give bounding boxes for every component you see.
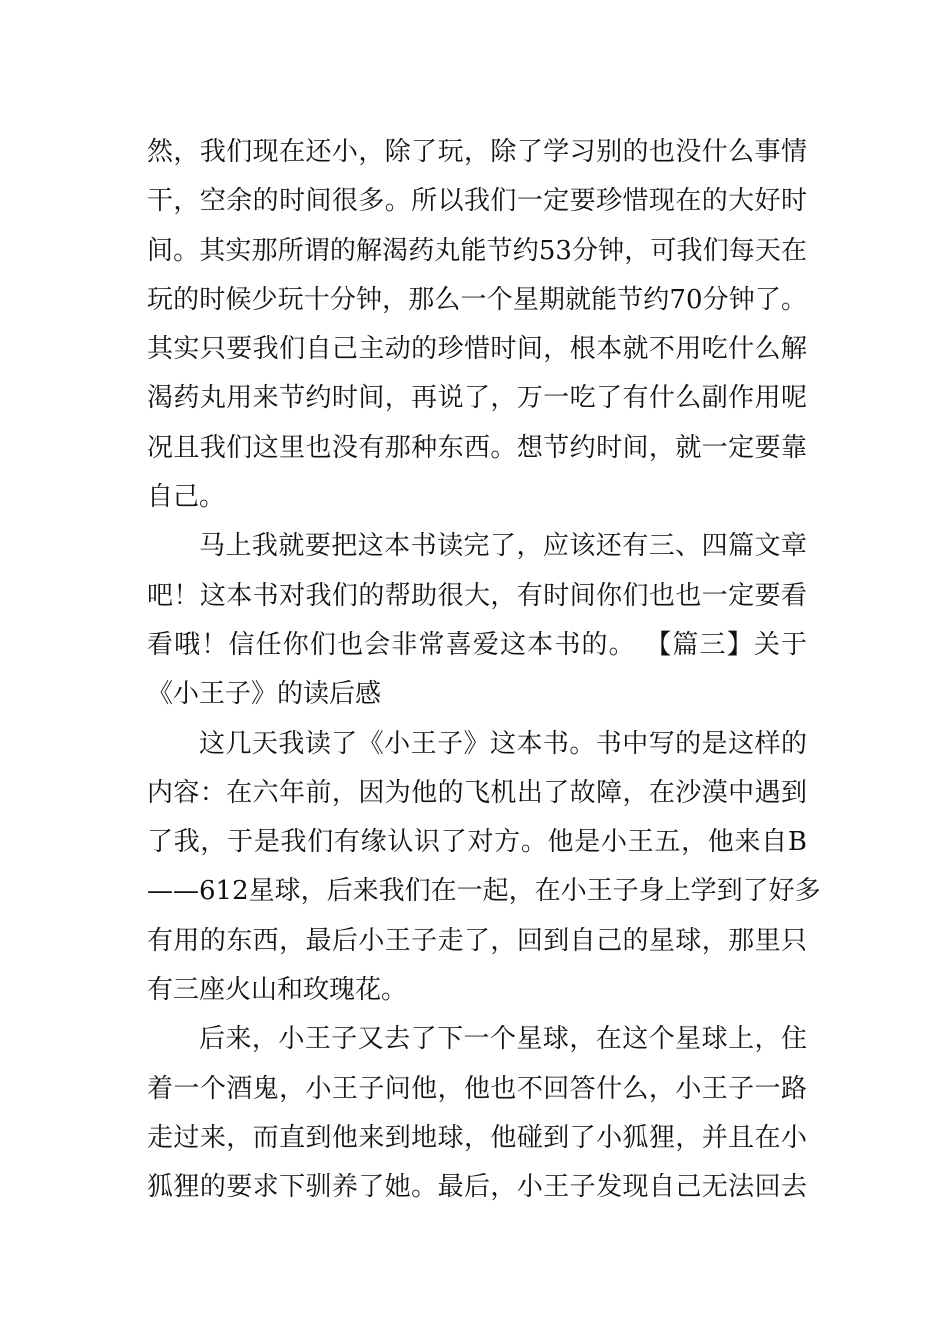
text-line: 狐狸的要求下驯养了她。最后，小王子发现自己无法回去 [147,1172,807,1203]
section-heading-line: 《小王子》的读后感 [147,679,382,710]
text-line: 自己。 [147,482,226,513]
text-line: 吧！这本书对我们的帮助很大，有时间你们也也一定要看 [147,580,807,611]
text-line: 干，空余的时间很多。所以我们一定要珍惜现在的大好时 [147,186,807,217]
text-line: 这几天我读了《小王子》这本书。书中写的是这样的 [199,728,807,759]
text-line: 了我，于是我们有缘认识了对方。他是小王五，他来自B [147,827,807,858]
text-line: 有三座火山和玫瑰花。 [147,975,408,1006]
text-line: 玩的时候少玩十分钟，那么一个星期就能节约70分钟了。 [147,284,807,315]
text-line: 其实只要我们自己主动的珍惜时间，根本就不用吃什么解 [147,334,807,365]
body-text [147,128,821,1213]
text-line: 渴药丸用来节约时间，再说了，万一吃了有什么副作用呢 [147,383,807,414]
text-line: 后来，小王子又去了下一个星球，在这个星球上，住 [199,1024,807,1055]
text-line: 内容：在六年前，因为他的飞机出了故障，在沙漠中遇到 [147,777,807,808]
text-line: 马上我就要把这本书读完了，应该还有三、四篇文章 [199,531,807,562]
text-line: 看哦！信任你们也会非常喜爱这本书的。 【篇三】关于 [147,629,807,660]
text-line: 然，我们现在还小，除了玩，除了学习别的也没什么事情 [147,137,807,167]
text-line: 有用的东西，最后小王子走了，回到自己的星球，那里只 [147,925,807,956]
text-line: ——612星球，后来我们在一起，在小王子身上学到了好多 [147,876,821,907]
text-line: 况且我们这里也没有那种东西。想节约时间，就一定要靠 [147,432,807,463]
text-line: 走过来，而直到他来到地球，他碰到了小狐狸，并且在小 [147,1122,807,1153]
text-line: 着一个酒鬼，小王子问他，他也不回答什么，小王子一路 [147,1073,807,1104]
text-line: 间。其实那所谓的解渴药丸能节约53分钟，可我们每天在 [147,235,807,266]
